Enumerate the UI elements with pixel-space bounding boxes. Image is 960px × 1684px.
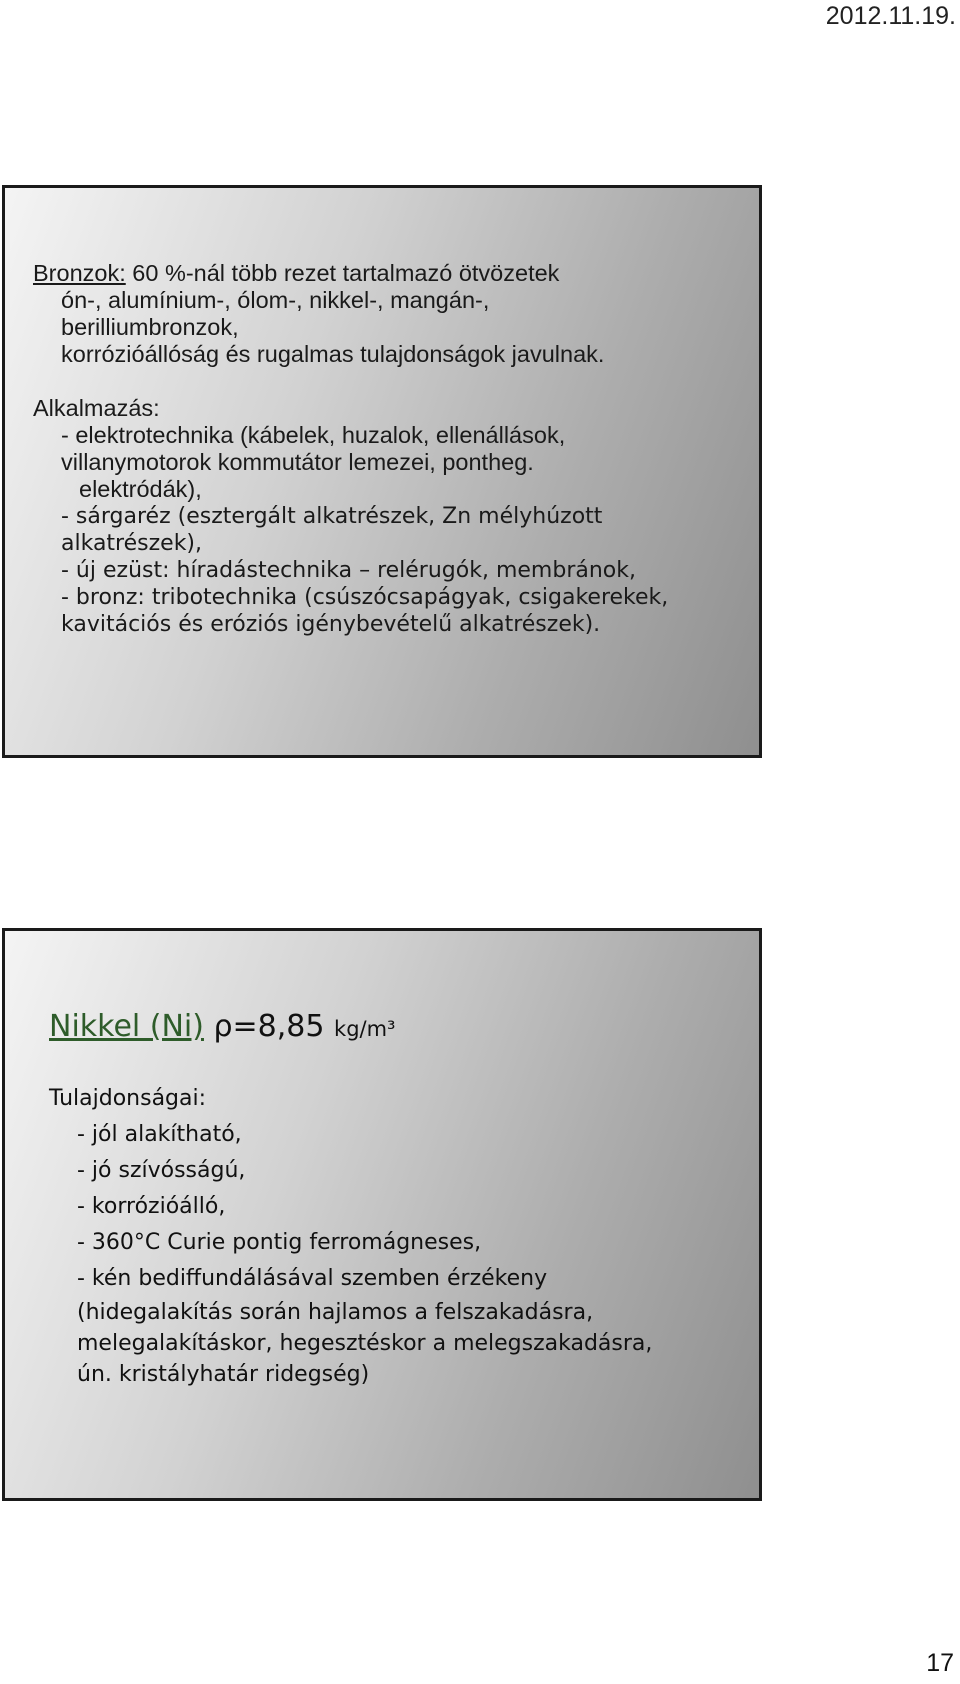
property-item: - kén bediffundálásával szemben érzékeny xyxy=(77,1266,548,1291)
property-item: - 360°C Curie pontig ferromágneses, xyxy=(77,1230,482,1255)
property-item: - jó szívósságú, xyxy=(77,1158,246,1183)
nickel-density-unit: kg/m³ xyxy=(334,1017,396,1041)
slide-nickel-content xyxy=(49,1007,749,1390)
property-continuation: (hidegalakítás során hajlamos a felszakadásra, xyxy=(77,1300,594,1325)
bronze-heading-label: Bronzok: xyxy=(33,260,126,286)
bronze-line: ón-, alumínium-, ólom-, nikkel-, mangán-, xyxy=(61,287,490,313)
slide-bronzes-content xyxy=(33,260,753,638)
bronze-heading-text: 60 %-nál több rezet tartalmazó ötvözetek xyxy=(125,260,560,286)
slide-nickel xyxy=(2,928,762,1501)
property-item: - jól alakítható, xyxy=(77,1122,242,1147)
bronze-heading xyxy=(33,260,753,287)
application-line: - sárgaréz (esztergált alkatrészek, Zn mélyhúzott xyxy=(61,504,603,529)
application-line: kavitációs és eróziós igénybevételű alkatrészek). xyxy=(61,612,601,637)
application-line: - elektrotechnika (kábelek, huzalok, ellenállások, xyxy=(61,422,566,448)
application-line: - bronz: tribotechnika (csúszócsapágyak, csigakerekek, xyxy=(61,585,669,610)
property-item: - korrózióálló, xyxy=(77,1194,226,1219)
nickel-density: ρ=8,85 xyxy=(203,1009,335,1044)
nickel-title xyxy=(49,1007,749,1049)
application-line: alkatrészek), xyxy=(61,531,203,556)
slide-bronzes xyxy=(2,185,762,758)
properties-label: Tulajdonságai: xyxy=(49,1086,207,1111)
bronze-line: korrózióállóság és rugalmas tulajdonságok javulnak. xyxy=(61,341,605,367)
application-line: - új ezüst: híradástechnika – relérugók, membránok, xyxy=(61,558,636,583)
page-number: 17 xyxy=(926,1649,954,1677)
bronze-line: berilliumbronzok, xyxy=(61,314,239,340)
header-date: 2012.11.19. xyxy=(825,2,956,30)
application-line: elektródák), xyxy=(79,476,202,502)
nickel-title-main: Nikkel (Ni) xyxy=(49,1009,204,1044)
property-continuation: melegalakításkor, hegesztéskor a melegszakadásra, xyxy=(77,1331,653,1356)
property-continuation: ún. kristályhatár ridegség) xyxy=(77,1362,370,1387)
application-label: Alkalmazás: xyxy=(33,395,160,421)
application-line: villanymotorok kommutátor lemezei, pontheg. xyxy=(61,449,534,475)
